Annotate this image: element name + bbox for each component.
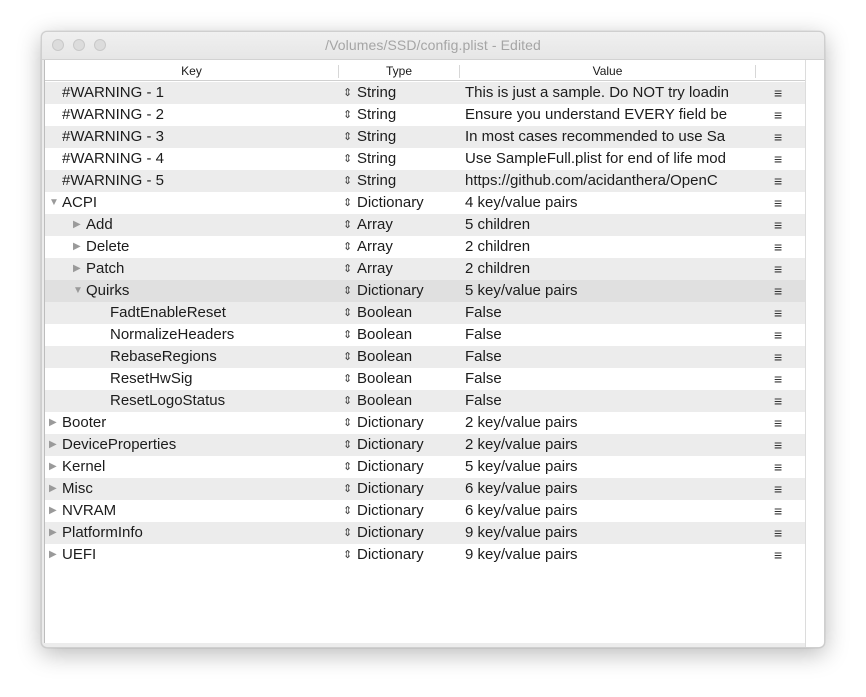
plist-row[interactable]: [45, 434, 805, 456]
row-value[interactable]: 2 key/value pairs: [465, 414, 578, 431]
plist-editor-window: [41, 31, 825, 648]
type-popup-arrows-icon[interactable]: ⇕: [343, 483, 353, 495]
row-key[interactable]: Kernel: [62, 458, 106, 475]
row-type[interactable]: Dictionary: [357, 524, 424, 541]
type-popup-arrows-icon[interactable]: ⇕: [343, 197, 353, 209]
row-value[interactable]: Use SampleFull.plist for end of life mod: [465, 150, 726, 167]
row-value[interactable]: False: [465, 326, 502, 343]
row-value[interactable]: https://github.com/acidanthera/OpenC: [465, 172, 718, 189]
row-menu-icon[interactable]: ≡: [774, 327, 783, 343]
plist-row[interactable]: [45, 280, 805, 302]
disclosure-collapsed-icon[interactable]: ▶: [49, 527, 57, 538]
row-value[interactable]: False: [465, 304, 502, 321]
disclosure-collapsed-icon[interactable]: ▶: [49, 549, 57, 560]
window-title: /Volumes/SSD/config.plist - Edited: [325, 37, 541, 53]
row-value[interactable]: 6 key/value pairs: [465, 480, 578, 497]
vertical-scrollbar-track[interactable]: [805, 60, 825, 647]
outline-view[interactable]: [44, 60, 805, 643]
row-menu-icon[interactable]: ≡: [774, 85, 783, 101]
row-menu-icon[interactable]: ≡: [774, 173, 783, 189]
disclosure-collapsed-icon[interactable]: ▶: [73, 241, 81, 252]
row-menu-icon[interactable]: ≡: [774, 415, 783, 431]
row-menu-icon[interactable]: ≡: [774, 195, 783, 211]
row-type[interactable]: Boolean: [357, 348, 413, 365]
row-key[interactable]: #WARNING - 4: [62, 150, 164, 167]
row-value[interactable]: False: [465, 348, 502, 365]
row-type[interactable]: String: [357, 150, 397, 167]
row-value[interactable]: 9 key/value pairs: [465, 546, 578, 563]
plist-row[interactable]: [45, 390, 805, 412]
plist-row[interactable]: [45, 456, 805, 478]
row-key[interactable]: PlatformInfo: [62, 524, 143, 541]
disclosure-collapsed-icon[interactable]: ▶: [73, 263, 81, 274]
row-key[interactable]: Delete: [86, 238, 130, 255]
row-menu-icon[interactable]: ≡: [774, 349, 783, 365]
row-menu-icon[interactable]: ≡: [774, 547, 783, 563]
title-bar[interactable]: [42, 32, 824, 60]
row-type[interactable]: Boolean: [357, 392, 413, 409]
row-key[interactable]: ACPI: [62, 194, 98, 211]
column-header-value[interactable]: Value: [592, 64, 623, 78]
row-key[interactable]: DeviceProperties: [62, 436, 177, 453]
row-key[interactable]: ResetHwSig: [110, 370, 193, 387]
row-menu-icon[interactable]: ≡: [774, 459, 783, 475]
row-value[interactable]: 5 key/value pairs: [465, 282, 578, 299]
row-key[interactable]: NormalizeHeaders: [110, 326, 235, 343]
row-type[interactable]: Dictionary: [357, 282, 424, 299]
type-popup-arrows-icon[interactable]: ⇕: [343, 153, 353, 165]
plist-row[interactable]: [45, 368, 805, 390]
row-type[interactable]: Dictionary: [357, 546, 424, 563]
type-popup-arrows-icon[interactable]: ⇕: [343, 307, 353, 319]
plist-row[interactable]: [45, 214, 805, 236]
row-value[interactable]: Ensure you understand EVERY field be: [465, 106, 728, 123]
row-menu-icon[interactable]: ≡: [774, 525, 783, 541]
row-key[interactable]: NVRAM: [62, 502, 117, 519]
row-menu-icon[interactable]: ≡: [774, 371, 783, 387]
plist-row[interactable]: [45, 82, 805, 104]
row-key[interactable]: #WARNING - 2: [62, 106, 164, 123]
row-value[interactable]: False: [465, 370, 502, 387]
plist-row[interactable]: [45, 236, 805, 258]
row-key[interactable]: #WARNING - 1: [62, 84, 164, 101]
type-popup-arrows-icon[interactable]: ⇕: [343, 527, 353, 539]
row-value[interactable]: 4 key/value pairs: [465, 194, 578, 211]
row-menu-icon[interactable]: ≡: [774, 481, 783, 497]
row-menu-icon[interactable]: ≡: [774, 437, 783, 453]
type-popup-arrows-icon[interactable]: ⇕: [343, 87, 353, 99]
row-value[interactable]: 5 children: [465, 216, 531, 233]
column-divider[interactable]: [755, 65, 756, 78]
type-popup-arrows-icon[interactable]: ⇕: [343, 285, 353, 297]
row-menu-icon[interactable]: ≡: [774, 151, 783, 167]
row-key[interactable]: Quirks: [86, 282, 130, 299]
row-value[interactable]: This is just a sample. Do NOT try loadin: [465, 84, 729, 101]
type-popup-arrows-icon[interactable]: ⇕: [343, 549, 353, 561]
type-popup-arrows-icon[interactable]: ⇕: [343, 395, 353, 407]
row-value[interactable]: 2 key/value pairs: [465, 436, 578, 453]
plist-row[interactable]: [45, 544, 805, 566]
row-key[interactable]: #WARNING - 5: [62, 172, 164, 189]
plist-row[interactable]: [45, 302, 805, 324]
row-value[interactable]: False: [465, 392, 502, 409]
row-type[interactable]: Boolean: [357, 370, 413, 387]
row-key[interactable]: #WARNING - 3: [62, 128, 164, 145]
row-type[interactable]: String: [357, 172, 397, 189]
row-type[interactable]: Array: [357, 260, 393, 277]
plist-row[interactable]: [45, 192, 805, 214]
plist-row[interactable]: [45, 126, 805, 148]
type-popup-arrows-icon[interactable]: ⇕: [343, 461, 353, 473]
plist-row[interactable]: [45, 258, 805, 280]
row-key[interactable]: Patch: [86, 260, 125, 277]
row-type[interactable]: Dictionary: [357, 502, 424, 519]
row-type[interactable]: String: [357, 84, 397, 101]
row-menu-icon[interactable]: ≡: [774, 305, 783, 321]
row-type[interactable]: Dictionary: [357, 414, 424, 431]
row-type[interactable]: Array: [357, 216, 393, 233]
row-type[interactable]: String: [357, 128, 397, 145]
row-value[interactable]: 9 key/value pairs: [465, 524, 578, 541]
type-popup-arrows-icon[interactable]: ⇕: [343, 109, 353, 121]
plist-row[interactable]: [45, 148, 805, 170]
row-key[interactable]: ResetLogoStatus: [110, 392, 226, 409]
type-popup-arrows-icon[interactable]: ⇕: [343, 417, 353, 429]
type-popup-arrows-icon[interactable]: ⇕: [343, 351, 353, 363]
type-popup-arrows-icon[interactable]: ⇕: [343, 505, 353, 517]
column-header-type[interactable]: Type: [385, 64, 412, 78]
row-type[interactable]: Array: [357, 238, 393, 255]
row-key[interactable]: UEFI: [62, 546, 97, 563]
row-type[interactable]: Dictionary: [357, 458, 424, 475]
disclosure-collapsed-icon[interactable]: ▶: [73, 219, 81, 230]
disclosure-collapsed-icon[interactable]: ▶: [49, 417, 57, 428]
row-type[interactable]: Boolean: [357, 304, 413, 321]
plist-row[interactable]: [45, 324, 805, 346]
disclosure-expanded-icon[interactable]: ▼: [49, 197, 59, 208]
type-popup-arrows-icon[interactable]: ⇕: [343, 439, 353, 451]
row-menu-icon[interactable]: ≡: [774, 129, 783, 145]
type-popup-arrows-icon[interactable]: ⇕: [343, 131, 353, 143]
plist-row[interactable]: [45, 104, 805, 126]
row-type[interactable]: Dictionary: [357, 480, 424, 497]
row-menu-icon[interactable]: ≡: [774, 217, 783, 233]
row-value[interactable]: 2 children: [465, 238, 531, 255]
column-header-row: [45, 63, 805, 81]
plist-row[interactable]: [45, 346, 805, 368]
plist-row[interactable]: [45, 522, 805, 544]
disclosure-collapsed-icon[interactable]: ▶: [49, 483, 57, 494]
row-menu-icon[interactable]: ≡: [774, 283, 783, 299]
row-menu-icon[interactable]: ≡: [774, 503, 783, 519]
row-menu-icon[interactable]: ≡: [774, 261, 783, 277]
row-menu-icon[interactable]: ≡: [774, 239, 783, 255]
row-value[interactable]: In most cases recommended to use Sa: [465, 128, 726, 145]
disclosure-collapsed-icon[interactable]: ▶: [49, 461, 57, 472]
type-popup-arrows-icon[interactable]: ⇕: [343, 241, 353, 253]
type-popup-arrows-icon[interactable]: ⇕: [343, 263, 353, 275]
type-popup-arrows-icon[interactable]: ⇕: [343, 175, 353, 187]
row-type[interactable]: Dictionary: [357, 194, 424, 211]
row-value[interactable]: 5 key/value pairs: [465, 458, 578, 475]
disclosure-collapsed-icon[interactable]: ▶: [49, 439, 57, 450]
type-popup-arrows-icon[interactable]: ⇕: [343, 373, 353, 385]
column-header-key[interactable]: Key: [181, 64, 202, 78]
disclosure-expanded-icon[interactable]: ▼: [73, 285, 83, 296]
row-type[interactable]: String: [357, 106, 397, 123]
plist-row[interactable]: [45, 478, 805, 500]
disclosure-collapsed-icon[interactable]: ▶: [49, 505, 57, 516]
row-menu-icon[interactable]: ≡: [774, 393, 783, 409]
plist-row[interactable]: [45, 500, 805, 522]
row-value[interactable]: 2 children: [465, 260, 531, 277]
row-value[interactable]: 6 key/value pairs: [465, 502, 578, 519]
row-key[interactable]: RebaseRegions: [110, 348, 217, 365]
row-key[interactable]: Booter: [62, 414, 107, 431]
row-menu-icon[interactable]: ≡: [774, 107, 783, 123]
row-type[interactable]: Boolean: [357, 326, 413, 343]
row-type[interactable]: Dictionary: [357, 436, 424, 453]
plist-row[interactable]: [45, 412, 805, 434]
row-key[interactable]: Misc: [62, 480, 93, 497]
row-key[interactable]: Add: [86, 216, 113, 233]
row-key[interactable]: FadtEnableReset: [110, 304, 226, 321]
type-popup-arrows-icon[interactable]: ⇕: [343, 219, 353, 231]
plist-row[interactable]: [45, 170, 805, 192]
type-popup-arrows-icon[interactable]: ⇕: [343, 329, 353, 341]
